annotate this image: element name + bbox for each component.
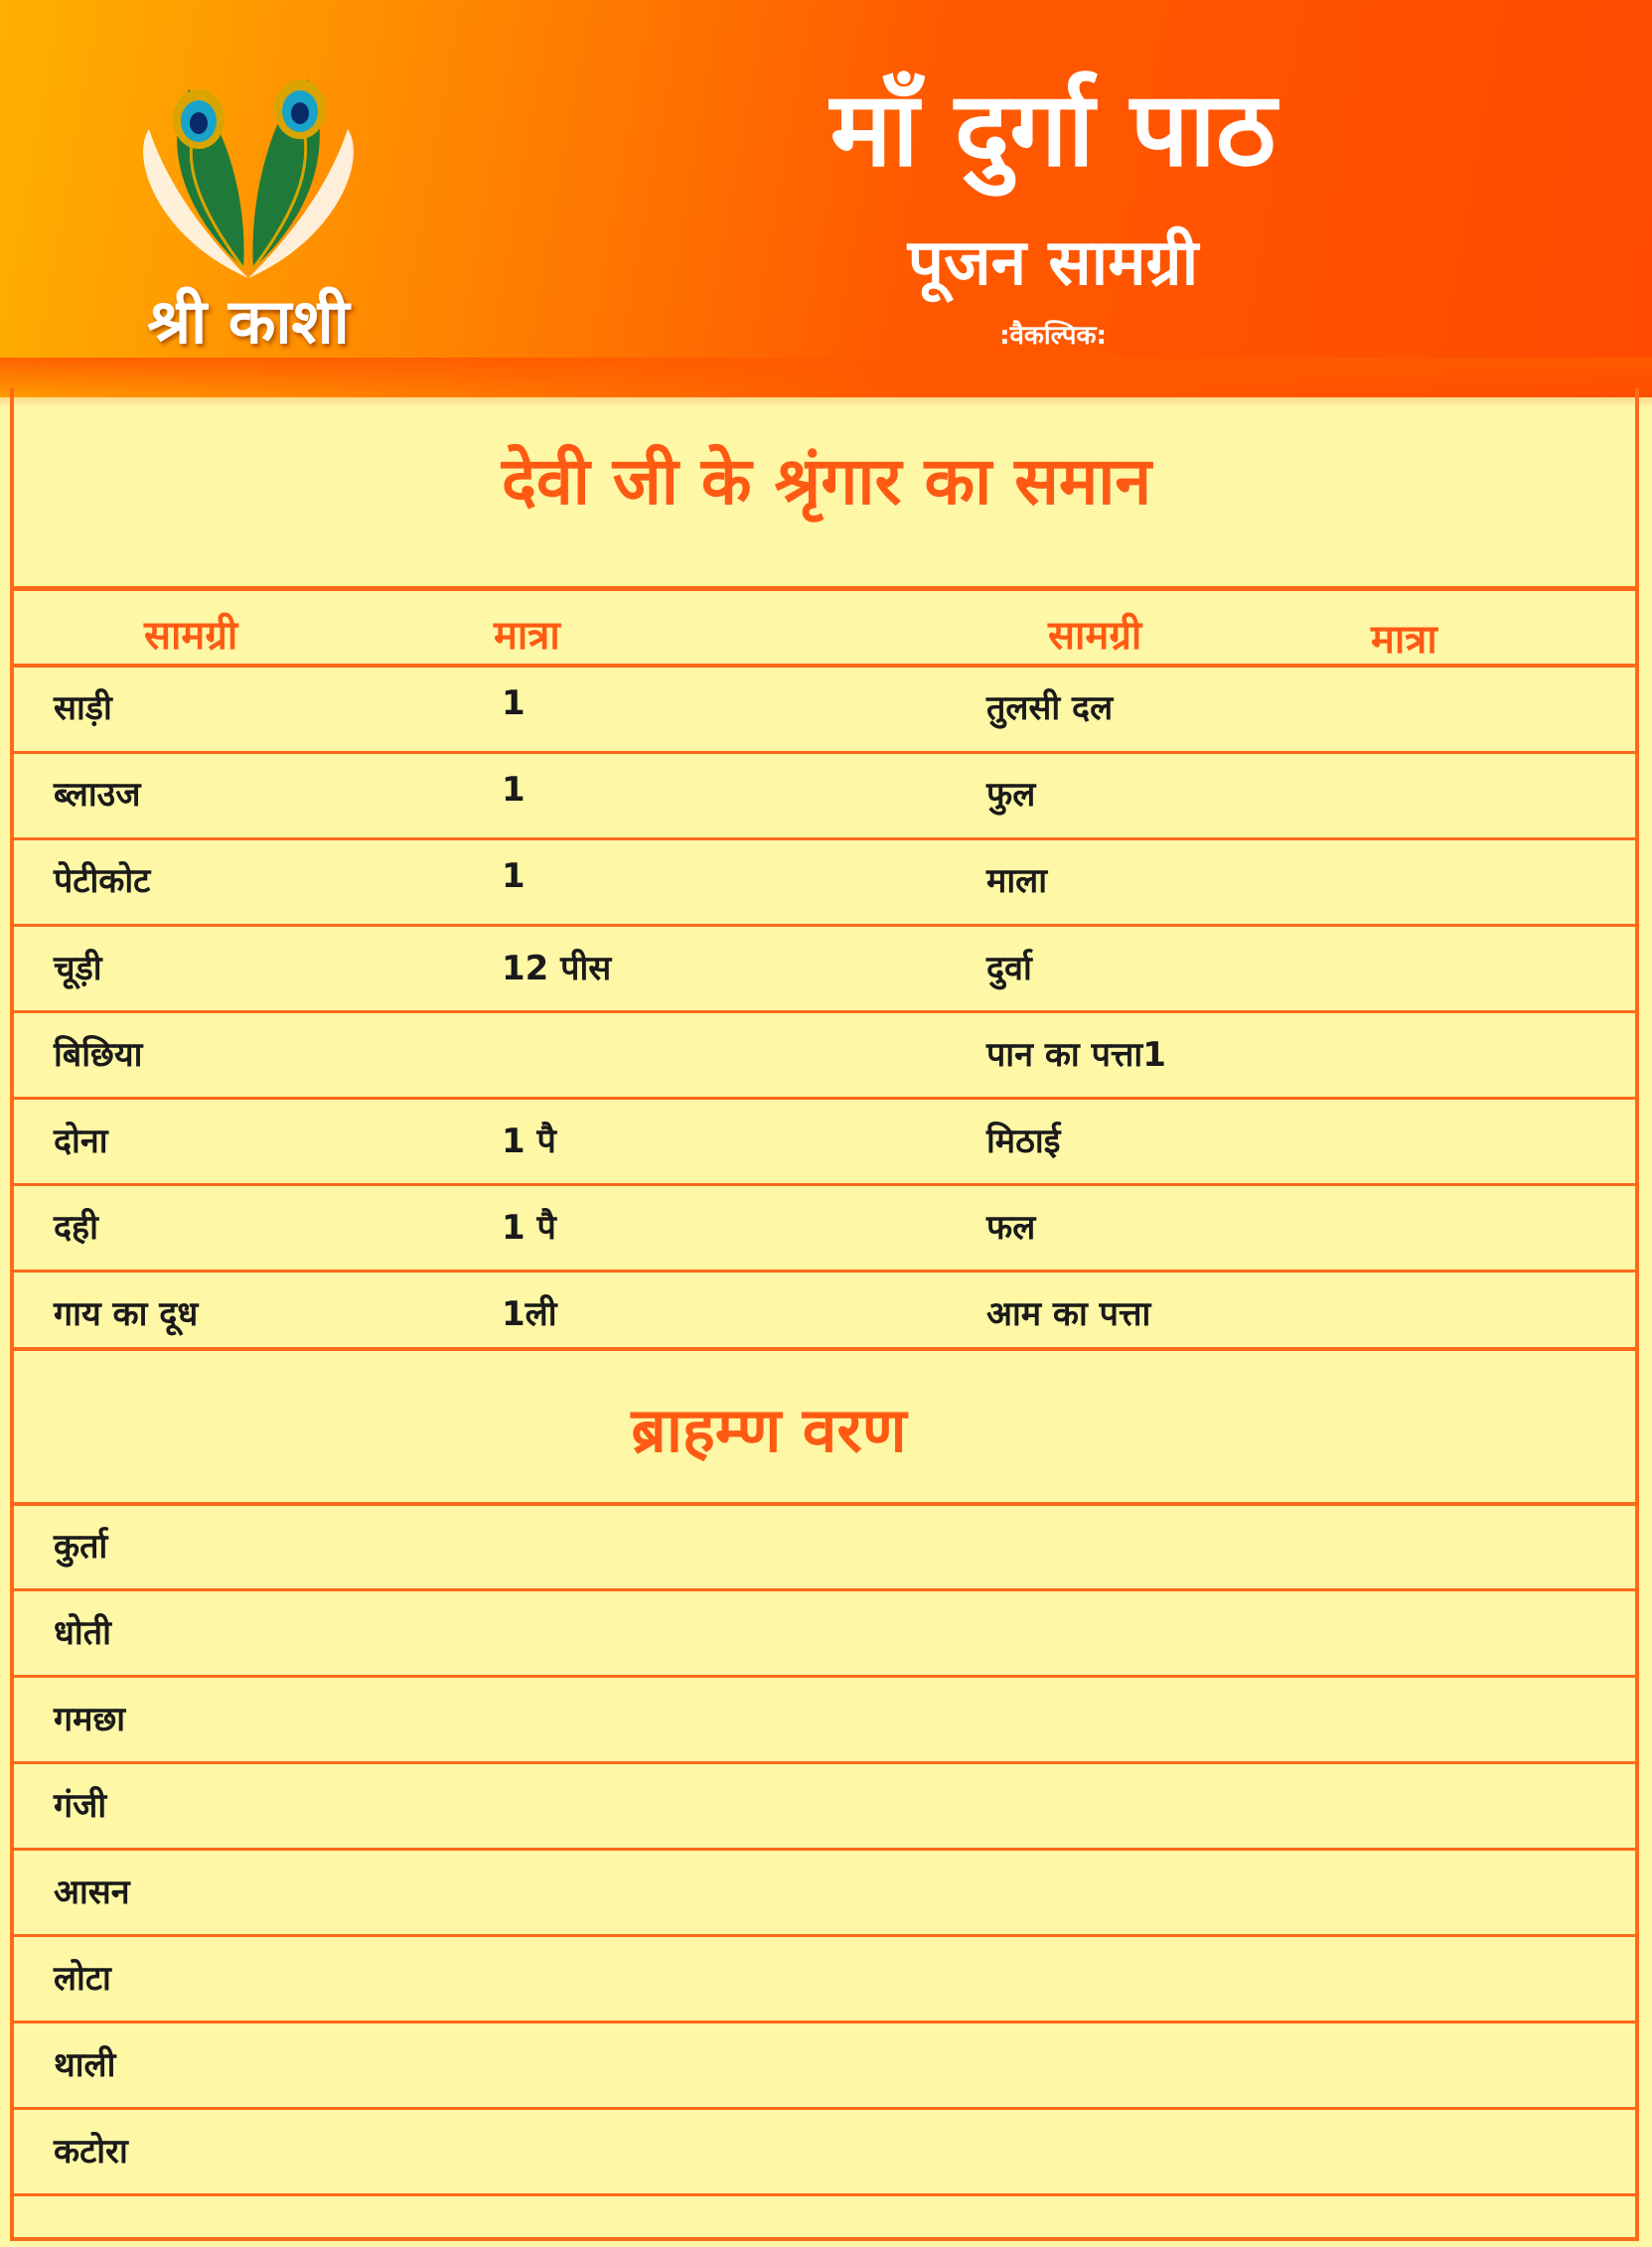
item-name: फल: [986, 1208, 1036, 1248]
list-item: गमछा: [54, 1700, 126, 1739]
item-name: दही: [54, 1208, 98, 1248]
item-name: पेटीकोट: [54, 861, 151, 901]
column-header-matra: मात्रा: [494, 612, 560, 659]
brand-name: श्री काशी: [147, 285, 350, 358]
item-name: ब्लाउज: [54, 775, 141, 815]
row-divider: [14, 2193, 1639, 2196]
row-divider: [14, 1588, 1639, 1591]
item-name: तुलसी दल: [986, 688, 1114, 728]
item-quantity: 1ली: [502, 1294, 557, 1334]
item-name: गाय का दूध: [54, 1294, 199, 1334]
item-name: दुर्वा: [986, 949, 1032, 988]
brand-logo: [119, 40, 377, 358]
page-note: :वैकल्पिक:: [999, 321, 1107, 351]
row-divider: [14, 1347, 1639, 1351]
column-header-samagri: सामग्री: [144, 612, 238, 659]
divider: [14, 664, 1639, 668]
item-name: बिछिया: [54, 1035, 143, 1075]
item-quantity: 1: [502, 683, 526, 723]
list-item: थाली: [54, 2045, 116, 2085]
row-divider: [14, 1848, 1639, 1851]
row-divider: [14, 837, 1639, 840]
item-quantity: 1: [502, 770, 526, 810]
list-item: आसन: [54, 1872, 130, 1912]
divider: [14, 1502, 1639, 1506]
row-divider: [14, 1097, 1639, 1100]
list-item: लोटा: [54, 1959, 111, 1999]
item-quantity: 1 पै: [502, 1122, 556, 1161]
row-divider: [14, 751, 1639, 754]
row-divider: [14, 1270, 1639, 1273]
item-quantity: 1 पै: [502, 1208, 556, 1248]
item-name: दोना: [54, 1122, 108, 1161]
row-divider: [14, 2107, 1639, 2110]
row-divider: [14, 1934, 1639, 1937]
column-header-samagri: सामग्री: [1048, 612, 1142, 659]
item-name: चूड़ी: [54, 949, 102, 988]
shringar-title: देवी जी के श्रृंगार का समान: [501, 443, 1152, 520]
row-divider: [14, 1183, 1639, 1186]
item-name: आम का पत्ता: [986, 1294, 1151, 1334]
column-header-matra: मात्रा: [1371, 616, 1437, 663]
list-item: कटोरा: [54, 2132, 128, 2172]
item-name: पान का पत्ता1: [986, 1035, 1166, 1075]
item-name: मिठाई: [986, 1122, 1061, 1161]
list-item: धोती: [54, 1613, 111, 1653]
item-quantity: 12 पीस: [502, 949, 612, 988]
row-divider: [14, 1010, 1639, 1013]
row-divider: [14, 2021, 1639, 2023]
brahman-title: ब्राहम्ण वरण: [631, 1394, 907, 1466]
list-item: कुर्ता: [54, 1527, 108, 1567]
divider: [14, 586, 1639, 591]
item-name: माला: [986, 861, 1047, 901]
page-subtitle: पूजन सामग्री: [907, 226, 1199, 300]
row-divider: [14, 1761, 1639, 1764]
item-quantity: 1: [502, 856, 526, 896]
row-divider: [14, 1675, 1639, 1678]
list-item: गंजी: [54, 1786, 107, 1826]
item-name: साड़ी: [54, 688, 112, 728]
row-divider: [14, 924, 1639, 927]
item-name: फुल: [986, 775, 1036, 815]
page-title: माँ दुर्गा पाठ: [829, 69, 1277, 190]
peacock-feather-icon: [119, 40, 377, 288]
